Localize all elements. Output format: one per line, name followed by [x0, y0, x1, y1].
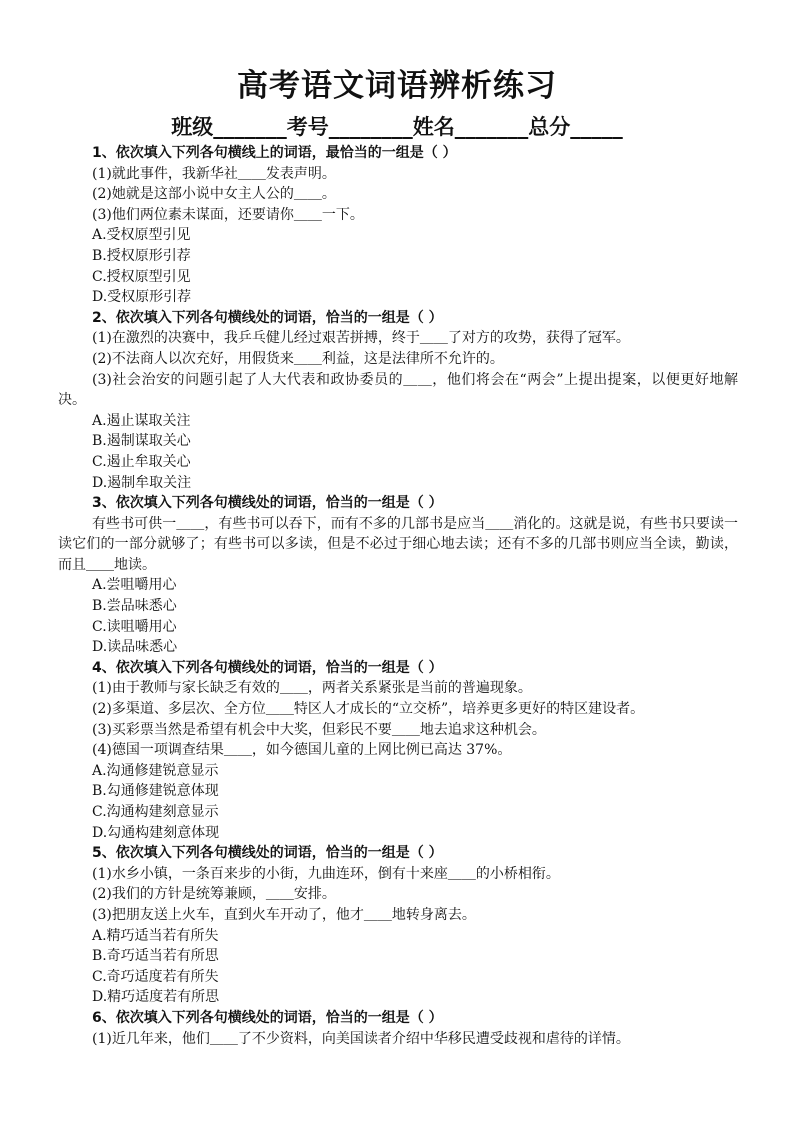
question-heading: 6、依次填入下列各句横线处的词语，恰当的一组是（ ） — [92, 1009, 443, 1026]
answer-option-c: C.遏止牟取关心 — [92, 453, 191, 470]
question-1 — [58, 143, 738, 308]
answer-option-d: D.读品味悉心 — [92, 639, 178, 656]
answer-option-c: C.授权原型引见 — [92, 268, 191, 285]
answer-option-c: C.沟通构建刻意显示 — [92, 804, 219, 820]
answer-option-d: D.遏制牟取关注 — [92, 474, 192, 491]
question-sentence: (4)德国一项调查结果＿＿，如今德国儿童的上网比例已高达 37%。 — [92, 742, 512, 759]
question-4 — [58, 658, 738, 843]
answer-option-b: B.尝品味悉心 — [92, 598, 177, 615]
answer-option-a: A.精巧适当若有所失 — [92, 927, 219, 944]
question-5 — [58, 843, 738, 1008]
student-info-line: 班级_______考号________姓名_______总分_____ — [171, 115, 623, 139]
answer-option-b: B.授权原形引荐 — [92, 247, 191, 264]
question-2 — [58, 308, 738, 493]
answer-option-a: A.沟通修建锐意显示 — [92, 762, 219, 779]
answer-option-d: D.精巧适度若有所思 — [92, 989, 220, 1006]
question-sentence: (2)她就是这部小说中女主人公的＿＿。 — [92, 186, 336, 203]
question-sentence: (1)水乡小镇，一条百来步的小街，九曲连环，倒有十来座＿＿的小桥相衔。 — [92, 865, 560, 882]
question-heading: 1、依次填入下列各句横线上的词语，最恰当的一组是（ ） — [92, 145, 457, 161]
question-list — [58, 143, 738, 1049]
answer-option-a: A.受权原型引见 — [92, 227, 191, 244]
answer-option-d: D.受权原形引荐 — [92, 289, 192, 306]
question-3 — [58, 493, 738, 658]
page-title: 高考语文词语辨析练习 — [237, 68, 557, 104]
question-sentence: (1)在激烈的决赛中，我乒乓健儿经过艰苦拼搏，终于＿＿了对方的攻势，获得了冠军。 — [92, 330, 630, 347]
question-heading: 3、依次填入下列各句横线处的词语，恰当的一组是（ ） — [92, 495, 443, 512]
question-paragraph: (3)社会治安的问题引起了人大代表和政协委员的＿＿，他们将会在“两会”上提出提案，以便更好地解决。 — [58, 371, 738, 409]
answer-option-b: B.勾通修建锐意体现 — [92, 783, 219, 800]
question-heading: 2、依次填入下列各句横线处的词语，恰当的一组是（ ） — [92, 309, 443, 326]
question-sentence: (3)他们两位素未谋面，还要请你＿＿一下。 — [92, 206, 364, 223]
answer-option-c: C.奇巧适度若有所失 — [92, 968, 219, 985]
question-heading: 5、依次填入下列各句横线处的词语，恰当的一组是（ ） — [92, 845, 443, 862]
question-sentence: (3)买彩票当然是希望有机会中大奖，但彩民不要＿＿地去追求这种机会。 — [92, 721, 546, 738]
question-sentence: (1)就此事件，我新华社＿＿发表声明。 — [92, 165, 336, 182]
question-sentence: (1)由于教师与家长缺乏有效的＿＿，两者关系紧张是当前的普遍现象。 — [92, 680, 532, 697]
question-sentence: (1)近几年来，他们＿＿了不少资料，向美国读者介绍中华移民遭受歧视和虐待的详情。 — [92, 1030, 630, 1047]
question-sentence: (3)把朋友送上火车，直到火车开动了，他才＿＿地转身离去。 — [92, 906, 476, 923]
answer-option-c: C.读咀嚼用心 — [92, 618, 177, 635]
question-sentence: (2)多渠道、多层次、全方位＿＿特区人才成长的“立交桥”，培养更多更好的特区建设者。 — [92, 701, 645, 718]
answer-option-b: B.奇巧适当若有所思 — [92, 948, 219, 965]
answer-option-b: B.遏制谋取关心 — [92, 433, 191, 450]
question-sentence: (2)不法商人以次充好，用假货来＿＿利益，这是法律所不允许的。 — [92, 350, 504, 367]
answer-option-a: A.遏止谋取关注 — [92, 412, 191, 429]
question-sentence: (2)我们的方针是统筹兼顾，＿＿安排。 — [92, 886, 336, 903]
question-heading: 4、依次填入下列各句横线处的词语，恰当的一组是（ ） — [92, 659, 443, 676]
question-paragraph: 有些书可供一＿＿，有些书可以吞下，而有不多的几部书是应当＿＿消化的。这就是说，有些书只要读一读它们的一部分就够了；有些书可以多读，但是不必过于细心地去读；还有不多的几部书则应当全读，勤读，而且＿＿地读。 — [58, 515, 738, 573]
answer-option-a: A.尝咀嚼用心 — [92, 577, 177, 594]
answer-option-d: D.勾通构建刻意体现 — [92, 824, 220, 841]
question-6 — [58, 1008, 738, 1049]
